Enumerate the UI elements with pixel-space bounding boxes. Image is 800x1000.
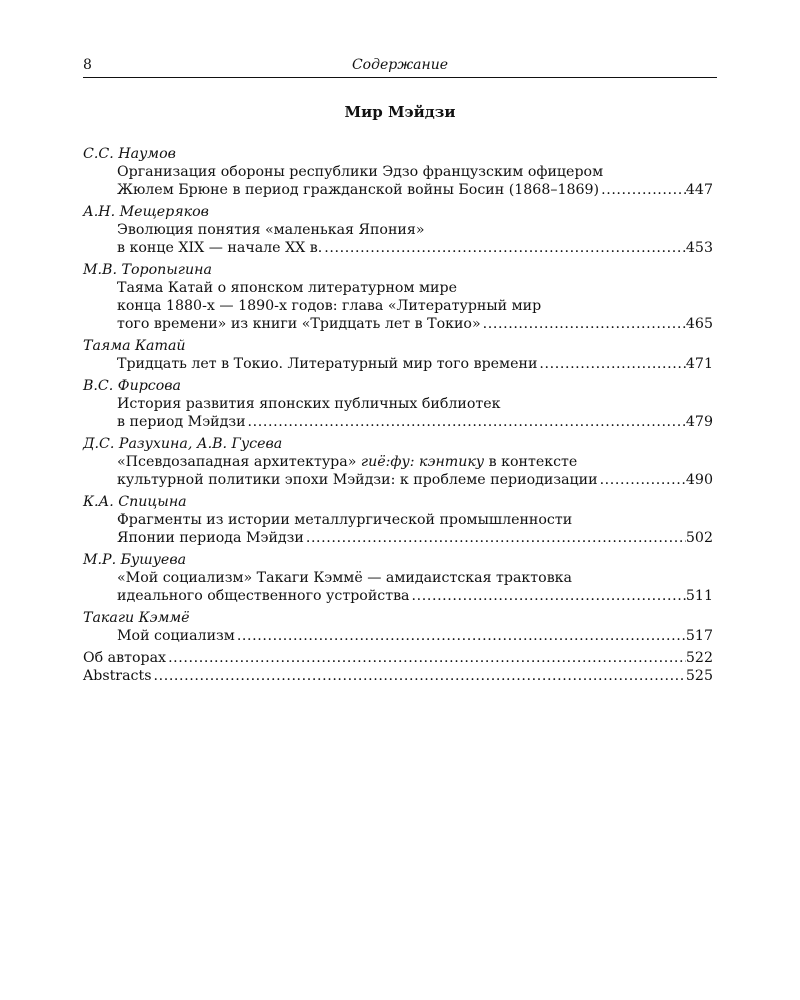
entry-author: Таяма Катай — [83, 338, 186, 354]
entry-title-line: Мой социализм — [117, 628, 235, 644]
entry-last-line — [117, 627, 713, 645]
entry-page-number: 447 — [685, 182, 713, 198]
entry-title-line: Тридцать лет в Токио. Литературный мир того времени — [117, 356, 538, 372]
entry-last-line — [117, 315, 713, 333]
entry-title — [83, 453, 713, 489]
leader-dots — [246, 413, 686, 431]
entry-page-number: 522 — [685, 650, 713, 666]
leader-dots — [304, 529, 686, 547]
entry-title — [83, 279, 713, 333]
entry-title-line: Фрагменты из истории металлургической промышленности — [117, 512, 573, 528]
entry-page-number: 525 — [685, 668, 713, 684]
entry-title — [83, 511, 713, 547]
entry-title-line: История развития японских публичных библиотек — [117, 396, 501, 412]
toc-entry — [83, 435, 713, 489]
toc-entry — [83, 203, 713, 257]
entry-author: В.С. Фирсова — [83, 378, 182, 394]
entry-title — [83, 395, 713, 431]
entry-page-number: 490 — [685, 472, 713, 488]
entry-author: Такаги Кэммё — [83, 610, 190, 626]
leader-dots — [481, 315, 686, 333]
entry-title-line: Японии периода Мэйдзи — [117, 530, 304, 546]
entry-title — [83, 163, 713, 199]
entry-page-number: 471 — [685, 356, 713, 372]
running-title: Содержание — [351, 57, 449, 73]
entry-page-number: 465 — [685, 316, 713, 332]
entry-last-line — [117, 239, 713, 257]
entry-title-line — [117, 453, 713, 471]
entry-title-line: идеального общественного устройства — [117, 588, 410, 604]
toc-entry — [83, 609, 713, 645]
entry-last-line — [117, 413, 713, 431]
entry-label: Abstracts — [83, 668, 152, 684]
toc-entry — [83, 337, 713, 373]
table-of-contents — [83, 145, 713, 685]
leader-dots — [151, 667, 685, 685]
section-title: Мир Мэйдзи — [344, 103, 456, 121]
leader-dots — [598, 471, 686, 489]
entry-title-line: Организация обороны республики Эдзо французским офицером — [117, 164, 604, 180]
leader-dots — [410, 587, 686, 605]
entry-page-number: 517 — [685, 628, 713, 644]
entry-author: М.В. Торопыгина — [83, 262, 212, 278]
entry-title — [83, 221, 713, 257]
entry-title-line: Эволюция понятия «маленькая Япония» — [117, 222, 425, 238]
leader-dots — [322, 239, 686, 257]
entry-title — [83, 355, 713, 373]
toc-entry — [83, 377, 713, 431]
entry-page-number: 502 — [685, 530, 713, 546]
toc-entry-about-authors — [83, 649, 713, 667]
running-head — [83, 57, 717, 77]
entry-last-line — [117, 529, 713, 547]
entry-page-number: 453 — [685, 240, 713, 256]
entry-title-line: Таяма Катай о японском литературном мире — [117, 280, 457, 296]
entry-last-line — [117, 471, 713, 489]
entry-page-number: 479 — [685, 414, 713, 430]
leader-dots — [599, 181, 686, 199]
entry-last-line — [117, 181, 713, 199]
entry-title — [83, 627, 713, 645]
entry-author: Д.С. Разухина, А.В. Гусева — [83, 436, 283, 452]
leader-dots — [166, 649, 686, 667]
toc-entry — [83, 261, 713, 333]
entry-title-line: в конце XIX — начале XX в. — [117, 240, 323, 256]
toc-entry — [83, 551, 713, 605]
entry-title-line: «Мой социализм» Такаги Кэммё — амидаистская трактовка — [117, 570, 573, 586]
entry-author: М.Р. Бушуева — [83, 552, 187, 568]
entry-author: С.С. Наумов — [83, 146, 176, 162]
entry-title-line: культурной политики эпохи Мэйдзи: к проблеме периодизации — [117, 472, 598, 488]
entry-title-text: в контексте — [484, 454, 578, 470]
entry-author: А.Н. Мещеряков — [83, 204, 209, 220]
entry-page-number: 511 — [685, 588, 713, 604]
leader-dots — [537, 355, 686, 373]
page-number: 8 — [83, 57, 92, 73]
entry-title-text: «Псевдозападная архитектура» — [117, 454, 361, 470]
toc-entry-abstracts — [83, 667, 713, 685]
entry-title-line: того времени» из книги «Тридцать лет в Токио» — [117, 316, 481, 332]
entry-title-line: Жюлем Брюне в период гражданской войны Босин (1868–1869) — [117, 182, 600, 198]
entry-label: Об авторах — [83, 650, 167, 666]
leader-dots — [235, 627, 686, 645]
entry-title-italic-term: гиё:фу: кэнтику — [360, 454, 485, 470]
entry-title-line: конца 1880-х — 1890-х годов: глава «Литературный мир — [117, 298, 542, 314]
entry-title — [83, 569, 713, 605]
entry-last-line — [117, 355, 713, 373]
toc-entry — [83, 493, 713, 547]
header-rule — [83, 77, 717, 78]
toc-entry — [83, 145, 713, 199]
entry-author: К.А. Спицына — [83, 494, 187, 510]
entry-last-line — [117, 587, 713, 605]
entry-title-line: в период Мэйдзи — [117, 414, 246, 430]
